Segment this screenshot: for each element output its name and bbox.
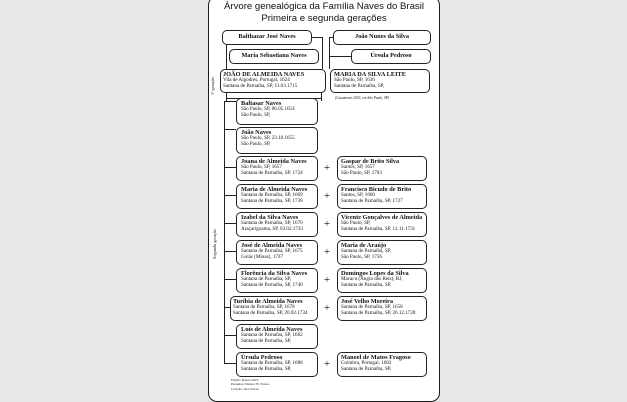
person-birth: Santana de Parnaíba, SP, 1658 — [341, 304, 403, 311]
marriage-plus-sign: + — [323, 358, 331, 370]
marriage-plus-sign: + — [323, 246, 331, 258]
person-death: São Paulo, SP, 1756 — [341, 254, 382, 261]
person-birth: Santana de Parnaíba, SP, — [341, 248, 392, 255]
child-box — [236, 156, 318, 181]
connector-line — [224, 279, 236, 280]
spouse-box — [337, 268, 427, 293]
person-death: Santana de Parnaíba, SP, 26.12.1728 — [341, 310, 416, 317]
person-death: São Paulo, SP, — [241, 112, 271, 119]
credit-line: Criação: Iara Naves — [231, 386, 259, 391]
person-name: Maria de Almeida Naves — [241, 186, 308, 193]
person-name: Florência da Silva Naves — [241, 270, 308, 277]
spouse-box — [337, 352, 427, 377]
person-birth: Santana de Parnaíba, SP, 1688 — [241, 360, 303, 367]
person-birth: São Paulo, SP, 06.05.1654 — [241, 106, 295, 113]
person-name: Luís de Almeida Naves — [241, 326, 303, 333]
spouse-box — [337, 212, 427, 237]
person-birth: Santos, SP, 1660 — [341, 192, 375, 199]
person-death: Araçariguama, SP, 03.02.1733 — [241, 226, 303, 233]
person-death: Santana de Parnaíba, SP, 12.11.1731 — [341, 226, 416, 233]
person-name: Izabel da Silva Naves — [241, 214, 299, 221]
person-name: Maria de Araújo — [341, 242, 387, 249]
connector-line — [226, 45, 227, 69]
child-box — [236, 212, 318, 237]
first-gen-wife-box — [330, 69, 430, 93]
person-name: José Velho Moreira — [341, 298, 394, 305]
credits — [231, 378, 269, 391]
child-box — [236, 184, 318, 209]
person-death: São Paulo, SP, — [241, 141, 271, 148]
person-birth: Santana de Parnaíba, SP, — [241, 276, 292, 283]
person-death: Santana de Parnaíba, SP, 20.02.1734 — [233, 310, 308, 317]
marriage-note: (Casamento 1653, em São Paulo, SP) — [335, 96, 390, 100]
person-name: Úrsula Pedroso — [241, 354, 283, 361]
person-birth: Santana de Parnaíba, SP, 1669 — [241, 192, 303, 199]
connector-line — [224, 335, 236, 336]
marriage-plus-sign: + — [323, 218, 331, 230]
child-box — [236, 98, 318, 125]
connector-line — [224, 223, 236, 224]
person-birth: Vila de Algodres, Portugal, 1624 — [223, 77, 290, 84]
connector-line — [224, 167, 236, 168]
person-name: Vicente Gonçalves de Almeida — [341, 214, 423, 221]
connector-line — [329, 56, 351, 57]
ancestor-name: Úrsula Pedroso — [370, 52, 412, 59]
person-death: Santana de Parnaíba, SP, 11.03.1715 — [223, 83, 298, 90]
connector-line — [322, 37, 323, 69]
person-birth: São Paulo, SP, 23.10.1655 — [241, 135, 295, 142]
person-name: Francisco Bicudo de Brito — [341, 186, 412, 193]
family-tree-sheet — [208, 0, 440, 402]
connector-line — [224, 101, 236, 102]
connector-line — [312, 37, 322, 38]
person-name: Manoel de Matos Fragoso — [341, 354, 411, 361]
connector-line — [224, 195, 236, 196]
person-death: Goiás (Minas), 1737 — [241, 254, 284, 261]
person-death: São Paulo, SP, 1703 — [341, 170, 382, 177]
child-box — [236, 352, 318, 377]
connector-line — [226, 93, 227, 101]
connector-line — [224, 363, 236, 364]
marriage-plus-sign: + — [323, 162, 331, 174]
ancestor-box-ursula-pedroso — [351, 49, 431, 64]
tree-subtitle: Primeira e segunda gerações — [261, 13, 387, 24]
person-name: João Naves — [241, 129, 272, 136]
marriage-plus-sign: + — [323, 274, 331, 286]
spouse-box — [337, 184, 427, 209]
child-box — [230, 296, 318, 321]
connector-line — [224, 129, 236, 130]
person-death: Santana de Parnaíba, SP, 1740 — [241, 282, 303, 289]
connector-line — [321, 93, 322, 101]
child-box — [236, 240, 318, 265]
person-death: Santana de Parnaíba, SP, — [334, 83, 385, 90]
child-box — [236, 324, 318, 349]
person-birth: São Paulo, SP, 1636 — [334, 77, 375, 84]
ancestor-box-balthazar — [222, 30, 312, 45]
person-birth: Santana de Parnaíba, SP, 1670 — [241, 220, 303, 227]
person-birth: Santana de Parnaíba, SP, 1682 — [241, 332, 303, 339]
person-name: Turíbia de Almeida Naves — [233, 298, 303, 305]
person-birth: Santana de Parnaíba, SP, 1678 — [233, 304, 295, 311]
person-birth: Santos, SP, 1657 — [341, 164, 375, 171]
credit-line: Edição Naves 2023 — [231, 378, 259, 382]
second-generation-label: Segunda geração — [212, 229, 217, 259]
credit-line: Pesquisa: Nelson W. Naves — [231, 382, 270, 387]
child-box — [236, 127, 318, 154]
person-birth: São Paulo, SP, 1657 — [241, 164, 282, 171]
ancestor-name: Balthazar José Naves — [238, 33, 296, 40]
tree-title: Árvore genealógica da Família Naves do Brasil — [224, 1, 424, 12]
ancestor-box-maria-sebastiana — [229, 49, 319, 64]
person-death: Santana de Parnaíba, SP, 1724 — [241, 170, 303, 177]
person-death: Santana de Parnaíba, SP, — [341, 366, 392, 373]
marriage-plus-sign: + — [323, 302, 331, 314]
connector-line — [329, 37, 330, 69]
connector-line — [224, 101, 225, 363]
person-birth: Macacu (Angra dos Reis), RJ, — [341, 276, 403, 283]
person-death: Santana de Parnaíba, SP, — [341, 282, 392, 289]
ancestor-name: Maria Sebastiana Naves — [241, 52, 307, 59]
first-generation-label: 1ª geração — [210, 76, 215, 95]
person-name: Gaspar de Brito Silva — [341, 158, 400, 165]
connector-line — [329, 37, 333, 38]
ancestor-box-joao-nunes — [333, 30, 431, 45]
person-name: José de Almeida Naves — [241, 242, 303, 249]
person-name: Joana de Almeida Naves — [241, 158, 307, 165]
person-birth: Coimbra, Portugal, 1682 — [341, 360, 392, 367]
first-gen-husband-box — [220, 69, 326, 93]
person-name: JOÃO DE ALMEIDA NAVES — [223, 71, 305, 78]
person-birth: São Paulo, SP, — [341, 220, 371, 227]
person-death: Santana de Parnaíba, SP, — [241, 366, 292, 373]
person-birth: Santana de Parnaíba, SP, 1675 — [241, 248, 303, 255]
marriage-plus-sign: + — [323, 190, 331, 202]
child-box — [236, 268, 318, 293]
spouse-box — [337, 296, 427, 321]
person-death: Santana de Parnaíba, SP, 1738 — [241, 198, 303, 205]
person-name: MARIA DA SILVA LEITE — [334, 71, 406, 78]
person-death: Santana de Parnaíba, SP, 1727 — [341, 198, 403, 205]
person-death: Santana de Parnaíba, SP, — [241, 338, 292, 345]
spouse-box — [337, 156, 427, 181]
spouse-box — [337, 240, 427, 265]
connector-line — [224, 251, 236, 252]
ancestor-name: João Nunes da Silva — [354, 33, 410, 40]
person-name: Baltasar Naves — [241, 100, 282, 107]
person-name: Domingos Lopes da Silva — [341, 270, 409, 277]
